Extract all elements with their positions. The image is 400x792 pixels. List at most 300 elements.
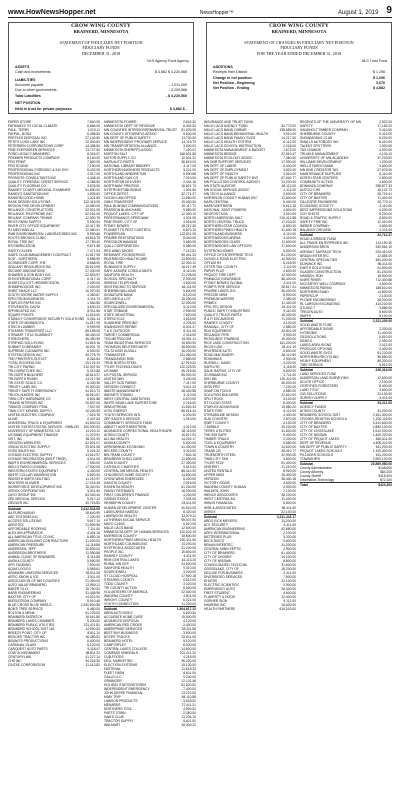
vendor-amount: 47,919.22 <box>181 360 196 365</box>
vendor-name: STAR TRIBUNE <box>104 308 128 313</box>
vendor-name: QUALITY FLOORING CO <box>8 184 47 189</box>
vendor-name: NORTHERN SAND <box>300 289 329 294</box>
vendor-amount: 15,220.00 <box>281 425 296 430</box>
vendor-amount: 36,218.60 <box>181 368 196 373</box>
vendor-name: EMERGENCY AUTO <box>204 586 236 591</box>
vendor-amount: 52,001.00 <box>85 208 100 213</box>
vendor-amount: 10,900.00 <box>85 385 100 390</box>
vendor-amount: 113,190.40 <box>375 241 392 246</box>
vendor-amount: 8,801.88 <box>87 397 100 402</box>
vendor-amount: 611,200.00 <box>279 340 296 345</box>
vendor-amount: 36,220.00 <box>181 659 196 664</box>
vendor-name: REGION FIVE DEVELOPMENT <box>8 204 56 209</box>
vendor-name: WALMART <box>104 723 121 728</box>
vendor-amount: 5,200.00 <box>87 618 100 623</box>
vendor-name: RURAL MN CEP <box>104 561 129 566</box>
vendor-amount: 88,420.00 <box>281 276 296 281</box>
vendor-amount: 3,000.00 <box>183 144 196 149</box>
vendor-amount: 6,411.00 <box>183 328 196 333</box>
vendor-amount: 61,220.00 <box>377 350 392 355</box>
vendor-name: T-MOBILE <box>204 425 220 430</box>
vendor-name: PETERSEN CORPORATIONS CORP <box>8 144 64 149</box>
vendor-amount: 6,810.00 <box>183 521 196 526</box>
vendor-amount: 42,601.07 <box>85 441 100 446</box>
vendor-amount: 8,900.00 <box>283 292 296 297</box>
vendor-name: CHS INC <box>8 659 22 664</box>
vendor-amount: 3,211,442.17 <box>276 514 296 519</box>
vendor-amount: 8,800.00 <box>283 558 296 563</box>
vendor-amount: 211,060.00 <box>179 352 196 357</box>
vendor-amount: 28,119.00 <box>181 429 196 434</box>
vendor-amount: 4,440.00 <box>87 469 100 474</box>
vendor-name: MINNESOTA PAVING <box>300 285 333 290</box>
vendor-amount: 9,640.09 <box>183 288 196 293</box>
vendor-amount: 16,617.00 <box>181 433 196 438</box>
vendor-amount: 22,100.00 <box>377 392 392 397</box>
vendor-name: HENNEPIN COUNTY <box>104 501 136 506</box>
vendor-name: RAMSEY COUNTY <box>104 553 133 558</box>
vendor-name: QUILL CORPORATION <box>104 244 139 249</box>
vendor-name: CAMP RIPLEY <box>104 643 127 648</box>
vendor-amount: 10,417.99 <box>85 224 100 229</box>
vendor-name: AUTO VALUE BRAINERD <box>8 582 47 587</box>
vendor-amount: 2,800.00 <box>379 176 392 181</box>
vendor-amount: 1,904,617.22 <box>176 606 196 611</box>
vendor-name: SEBEKA TELEPHONE <box>104 280 138 285</box>
vendor-name: WIDSETH SMITH NOLTING <box>8 477 50 482</box>
vendor-name: TIRE SERVICE <box>300 362 323 367</box>
vendor-amount: 12,101.46 <box>181 679 196 684</box>
vendor-name: WALDEN, JOHN <box>204 489 229 494</box>
vendor-name: ADVANCED CORRECTIONAL HEALTHCARE <box>104 429 172 434</box>
vendor-name: SUN COUNTRY <box>204 417 229 422</box>
vendor-amount: 30,715.83 <box>85 501 100 506</box>
vendor-amount: 22,712.37 <box>377 233 392 238</box>
vendor-name: SHI INTERNATIONAL CORP <box>8 276 51 281</box>
vendor-amount: 42,811.09 <box>281 328 296 333</box>
vendor-amount: 120,411.00 <box>279 377 296 381</box>
vendor-amount: 5,930.00 <box>87 220 100 225</box>
vendor-amount: 8,364.84 <box>87 356 100 361</box>
vendor-name: WEBER COMPANY <box>300 224 330 229</box>
vendor-amount: 5,990.66 <box>87 232 100 237</box>
vendor-row <box>8 663 100 667</box>
vendor-amount: 712,400.88 <box>375 277 392 282</box>
vendor-amount: 40,512.00 <box>181 505 196 510</box>
vendor-amount: 14,800.00 <box>181 256 196 261</box>
vendor-name: ROYAL TIRE <box>104 260 124 265</box>
vendor-amount: 4,600.00 <box>379 224 392 229</box>
vendor-amount: 2,300.00 <box>183 276 196 281</box>
vendor-name: MINNESOTA POWER <box>104 120 137 124</box>
vendor-name: TWINGS COMPANY PDNL <box>8 405 49 410</box>
vendor-name: LAND SERVICES FUND <box>300 371 337 376</box>
vendor-amount: 13,217.96 <box>85 377 100 381</box>
vendor-amount: 27,300.00 <box>181 461 196 466</box>
county-name: CROW WING COUNTY <box>269 23 329 29</box>
statement-rows <box>207 65 391 92</box>
vendor-amount: 16,800.00 <box>181 549 196 554</box>
vendor-amount: 12,840.00 <box>281 196 296 201</box>
vendor-name: PRECISION IMAGING <box>104 240 138 245</box>
vendor-amount: 6,600.00 <box>283 348 296 353</box>
vendor-name: MILLE LACS BAND FAMILY SVCS <box>204 136 256 141</box>
vendor-name: PRAIRIE LAKES JDC <box>204 288 237 293</box>
vendor-name: PILLAGER SCHOOLS <box>300 453 334 458</box>
vendor-list-column-4 <box>300 120 392 786</box>
vendor-amount: 21,200.00 <box>281 180 296 185</box>
vendor-amount: 1,910.00 <box>183 417 196 422</box>
vendor-name: CARQUEST AUTO PARTS <box>8 647 48 652</box>
statement-row-label: Due to other governments <box>15 88 57 93</box>
vendor-amount: 61,220.00 <box>281 252 296 257</box>
vendor-name: TOWN & COUNTRY <box>204 445 235 450</box>
vendor-name: ZAYO GROUP INC <box>8 493 37 498</box>
vendor-amount: 61,400.00 <box>281 461 296 466</box>
vendor-amount: 3,618.00 <box>183 699 196 704</box>
vendor-amount: 1,321.89 <box>87 196 100 201</box>
vendor-amount: $423,300 <box>378 483 392 488</box>
vendor-amount: 8,140.00 <box>87 156 100 161</box>
vendor-name: MILLE LACS AGENCY FUND <box>204 124 248 129</box>
vendor-amount: 88,200.00 <box>377 358 392 363</box>
vendor-amount: 2,211.00 <box>379 228 392 233</box>
vendor-name: SECURE INNOVATIONS <box>8 268 45 273</box>
vendor-amount: 22,611.00 <box>181 635 196 639</box>
vendor-amount: 840,611.00 <box>375 437 392 442</box>
vendor-amount: 18,600.00 <box>181 533 196 538</box>
vendor-name: GOPHER SIGN <box>204 598 228 603</box>
vendor-name: VICTORY SIGNS <box>204 481 230 486</box>
vendor-amount: 44,113.20 <box>181 557 196 562</box>
vendor-amount: 27,678.00 <box>377 168 392 173</box>
vendor-name: WINDSTREAM <box>104 405 127 410</box>
vendor-name: GEOSOLUTIONS <box>300 334 327 339</box>
vendor-amount: 1,010.11 <box>87 128 100 133</box>
statement-row <box>9 107 193 112</box>
vendor-name: SUPREME CLEANERS INC <box>8 348 50 353</box>
vendor-list-column-2 <box>104 120 196 786</box>
vendor-name: CITY OF BRAINERD <box>300 421 331 426</box>
vendor-amount: 14,600.00 <box>181 473 196 478</box>
vendor-name: VOSS SALES INC <box>8 449 36 454</box>
vendor-name: NEOPOST USA <box>204 212 228 217</box>
vendor-name: MN DEPT OF PUBLIC SAFETY <box>104 136 151 141</box>
vendor-name: Subtotal <box>300 401 314 406</box>
vendor-amount: 61,225.00 <box>85 610 100 615</box>
vendor-name: LUTHERAN SOCIAL SERVICE <box>104 517 150 522</box>
vendor-name: NORTHWAY PRINTING <box>104 184 140 189</box>
vendor-name: HAWKINS INC <box>204 602 226 607</box>
vendor-name: RICE LAKE CONSTRUCTION <box>204 340 249 345</box>
vendor-amount: 17,990.00 <box>281 160 296 165</box>
vendor-name: STATE FIRE <box>204 409 223 414</box>
vendor-amount: 16,400.00 <box>281 473 296 478</box>
statement-row-value: - 1,011,000 <box>169 82 187 87</box>
vendor-amount: 1,100,400.00 <box>372 449 392 454</box>
vendor-name: NAPA NORTHERN <box>204 204 233 209</box>
vendor-name: Information Technology <box>300 478 335 483</box>
county-city: BRAINERD, MINNESOTA <box>73 29 129 34</box>
vendor-amount: 12,860.11 <box>85 582 100 587</box>
vendor-amount: 8,600.00 <box>379 309 392 314</box>
vendor-amount: 43,815.75 <box>85 236 100 241</box>
vendor-name: MILLE LACS BAND BEHAVIORAL HEALTH <box>204 132 269 137</box>
vendor-name: MCCARTHY WELL COMPANY <box>300 281 346 286</box>
vendor-amount: 2,411.00 <box>283 188 296 193</box>
vendor-amount: 22,440.00 <box>181 589 196 594</box>
vendor-name: AFFORDABLE SIGNS <box>300 326 334 331</box>
vendor-amount: 4,800.00 <box>283 208 296 213</box>
vendor-amount: 100,000.00 <box>83 425 100 430</box>
vendor-amount: 18,631.75 <box>85 344 100 349</box>
vendor-name: PLOWE ENGINEERING <box>300 297 336 302</box>
column-header: NLS Agency Fund Agency <box>147 58 189 63</box>
vendor-name: REX'S FARM SUPPLY <box>8 220 42 225</box>
vendor-name: NORTHWOODS LAW OFFICES <box>204 244 252 249</box>
vendor-name: ROAD MACHINERY <box>204 352 235 357</box>
vendor-name: ST CLOUD STATE <box>204 401 232 406</box>
vendor-amount: 14,900.00 <box>281 256 296 261</box>
vendor-name: WELLS FARGO BANK <box>300 164 334 169</box>
vendor-name: THE PRINTER'S OUTLET <box>8 356 47 361</box>
statement-row-value: $ 4,882 $ 4,220,566 <box>155 70 187 75</box>
vendor-name: PRO-TEC DESIGN <box>204 304 233 309</box>
vendor-name: GRAND ITASCA <box>104 497 129 502</box>
vendor-amount: 5,000.00 <box>183 477 196 482</box>
vendor-name: UNITED RENTALS <box>204 469 233 474</box>
vendor-amount: 2,990.00 <box>183 308 196 313</box>
vendor-amount: 9,612.00 <box>379 362 392 367</box>
vendor-name: US BANK <box>104 368 119 373</box>
vendor-amount: 17,760.40 <box>85 240 100 245</box>
vendor-name: SWIFT COUNTY <box>204 421 230 426</box>
vendor-name: Subtotal <box>104 606 118 611</box>
vendor-name: RMB ENVIRONMENTAL LABORATORIES INC <box>8 232 78 237</box>
vendor-name: County Administrative <box>300 466 332 471</box>
vendor-amount: 8,400.00 <box>283 401 296 406</box>
vendor-amount: 6,112.00 <box>283 409 296 414</box>
vendor-name: WORKFORCE DEVELOPMENT INC <box>8 485 63 490</box>
vendor-amount: 11,817.05 <box>85 320 100 325</box>
vendor-amount: 2,018.00 <box>283 144 296 149</box>
statement-title-line: STATEMENT OF FIDUCIARY NET POSITION <box>59 40 143 45</box>
vendor-amount: 24,411.00 <box>281 304 296 309</box>
vendor-amount: 30,776.79 <box>85 352 100 357</box>
vendor-name: NORTHLAND GAS CO <box>104 176 139 181</box>
issue-date: August 1, 2019 <box>338 10 379 16</box>
vendor-name: SHERBURNE COUNTY <box>300 132 336 137</box>
vendor-amount: 13,222.00 <box>181 691 196 696</box>
vendor-amount: 2,012,543.00 <box>80 506 100 511</box>
vendor-amount: 3,910.00 <box>283 132 296 137</box>
vendor-name: RELIANCE CONSTRUCTORS <box>8 208 54 213</box>
vendor-name: CROW WING ENERGIZED <box>104 477 145 482</box>
vendor-name: UNIVERSITY OF MN-ACADEMY <box>300 156 349 161</box>
vendor-name: NORTHERN STAR COUNCIL <box>204 224 248 229</box>
vendor-amount: 1,560.86 <box>87 300 100 305</box>
vendor-name: TRACTOR SUPPLY <box>104 719 134 724</box>
vendor-amount: 27,140.80 <box>85 136 100 141</box>
vendor-name: PAUL, TERRY <box>8 128 30 133</box>
statement-row-value: $ 4,882 $ - <box>169 106 187 111</box>
vendor-name: TWIN CITY KENNEL SUPPLY <box>8 409 53 414</box>
vendor-name: Subtotal <box>8 506 22 511</box>
vendor-amount: 2,822.00 <box>379 120 392 124</box>
vendor-amount: 11,379.91 <box>85 433 100 438</box>
vendor-amount: 4,411.00 <box>183 553 196 558</box>
site-url[interactable]: www.HowNewsHopper.net <box>8 9 96 16</box>
vendor-amount: 17,016.45 <box>85 481 100 486</box>
vendor-amount: 36,200.00 <box>281 288 296 293</box>
vendor-amount: 23,869,580.00 <box>370 462 392 467</box>
vendor-name: MOTOR SUPPLY CO <box>104 156 136 161</box>
vendor-name: MN TECH ALLIANCE <box>204 192 236 197</box>
vendor-amount: 4,100.00 <box>283 320 296 325</box>
vendor-name: AMERICAN RED CROSS <box>104 622 142 627</box>
vendor-amount: 5,990.88 <box>183 172 196 177</box>
vendor-amount: 122,415.00 <box>83 200 100 205</box>
vendor-amount: 1,200.00 <box>379 160 392 165</box>
vendor-amount: 12,000.00 <box>181 300 196 305</box>
vendor-amount: 14,210.12 <box>85 429 100 434</box>
vendor-name: RIVER CITY OFFICE EQUIPMENT <box>8 224 60 229</box>
vendor-amount: 11,440.00 <box>281 497 296 502</box>
vendor-amount: 9,118.47 <box>87 647 100 652</box>
vendor-name: ACUTE OFFICE <box>300 380 325 384</box>
vendor-name: SHERBURNE COUNTY <box>204 381 240 386</box>
vendor-amount: 201,411.20 <box>179 651 196 656</box>
vendor-amount: 8,611.00 <box>183 671 196 676</box>
vendor-name: NORTHLAND COUNSELING <box>104 541 148 546</box>
vendor-name: TRANE US <box>204 449 221 454</box>
vendor-amount: 64,111.00 <box>181 284 196 289</box>
vendor-amount: 15,900.00 <box>181 614 196 619</box>
vendor-name: MINNESOTA ECOLOGY ASSOC <box>204 156 253 161</box>
vendor-name: TRI-DISPATCHES INC <box>8 368 42 373</box>
vendor-amount: 19,400.00 <box>281 336 296 341</box>
vendor-name: ARROWHEAD ECONOMIC <box>104 445 145 450</box>
vendor-amount: 4,228.00 <box>183 320 196 325</box>
vendor-amount: 4,118.00 <box>283 364 296 369</box>
vendor-amount: 4,100.10 <box>379 152 392 157</box>
vendor-row <box>104 723 196 727</box>
vendor-amount: 22,100.00 <box>281 578 296 583</box>
vendor-amount: 3,630.23 <box>87 304 100 309</box>
vendor-name: SAUK RAPIDS, CITY OF <box>204 368 241 373</box>
vendor-name: TRI-NORTH RV/MH <box>8 377 38 381</box>
vendor-name: VOLUNTEERS OF AMERICA <box>104 589 148 594</box>
vendor-amount: 6,820.00 <box>183 610 196 615</box>
vendor-amount: 20,837.00 <box>85 401 100 406</box>
vendor-amount: 41,227.14 <box>85 655 100 660</box>
vendor-name: AA PURCHASING <box>8 510 36 515</box>
vendor-amount: 3,320.00 <box>283 534 296 539</box>
vendor-amount: 10,901.22 <box>181 156 196 161</box>
vendor-name: WELLS FARGO LEASING <box>8 465 47 470</box>
vendor-amount: 122,811.09 <box>179 232 196 237</box>
vendor-amount: 4,400.00 <box>283 413 296 418</box>
vendor-name: NORTH CENTRAL TRUCK <box>204 220 245 225</box>
vendor-amount: 8,420.00 <box>183 509 196 514</box>
vendor-amount: 11,400.00 <box>377 330 392 335</box>
vendor-name: CERTIFIED FORESTERS <box>300 384 339 389</box>
vendor-name: PEQUOT LAKES, CITY OF <box>104 212 145 217</box>
vendor-name: CITY OF BRAINERD <box>204 550 235 555</box>
vendor-amount: 4,120.00 <box>183 618 196 623</box>
vendor-amount: 12,884.00 <box>377 253 392 258</box>
vendor-amount: 6,870.10 <box>183 228 196 233</box>
vendor-name: WHITE COLLAR WASHINGTON <box>8 473 57 478</box>
vendor-amount: 168,631.55 <box>179 152 196 157</box>
vendor-amount: 11,618.33 <box>181 667 196 672</box>
vendor-amount: 27,411.21 <box>181 703 196 708</box>
vendor-amount: 9,817.10 <box>87 518 100 523</box>
vendor-amount: 17,900.18 <box>181 573 196 578</box>
vendor-name: T & K OUTDOOR <box>104 328 130 333</box>
vendor-name: PEQUOT LAKES SCHOOLS <box>300 449 343 454</box>
vendor-name: ABRA AUTO BODY <box>104 610 133 615</box>
vendor-name: ZIEGLER INC <box>8 501 29 506</box>
vendor-name: SUMMIT COMPANIES <box>8 344 42 349</box>
vendor-amount: 52,773.00 <box>281 124 296 129</box>
vendor-amount: 5,612.00 <box>183 577 196 582</box>
vendor-name: CASS COUNTY <box>104 461 128 466</box>
vendor-amount: 61,240.00 <box>377 269 392 274</box>
statement-row-label: ADDITIONS <box>213 64 233 69</box>
vendor-name: PAPER STORE <box>8 120 32 124</box>
vendor-name: OFFICE OF ENTERPRISE TECH <box>204 252 254 257</box>
vendor-name: TALENT SPOTTERS <box>300 144 332 149</box>
statement-row <box>9 70 193 75</box>
vendor-name: RELIANT COMPANY TENNIS <box>8 216 53 221</box>
vendor-name: NAPA CENTRAL <box>204 200 229 205</box>
vendor-amount: 28,440.18 <box>281 477 296 482</box>
vendor-name: RAMSEY COUNTY MEDICAL EXAMINER <box>8 188 71 193</box>
vendor-amount: 3,911.00 <box>87 574 100 579</box>
vendor-name: RUNNING'S SUPPLY <box>104 264 136 269</box>
vendor-name: R & R EXCAVATING <box>204 316 235 321</box>
vendor-amount: 3,600.00 <box>379 164 392 169</box>
vendor-name: SAM'S CLUB MANAGEMENT CONTRACT <box>8 252 72 257</box>
vendor-name: MN TRANSPORTATION ALLIANCE <box>104 144 157 149</box>
vendor-name: STEARNS TRANSPORT LLC <box>8 328 52 333</box>
vendor-amount: 2,711.00 <box>283 372 296 377</box>
vendor-amount: 31,200.00 <box>281 518 296 523</box>
vendor-name: ULINE <box>8 417 18 422</box>
vendor-name: TRI-NORTH BUILDERS <box>8 372 44 377</box>
vendor-amount: 4,360.87 <box>87 292 100 297</box>
vendor-amount: 8,800.00 <box>379 216 392 221</box>
vendor-name: REINHART FOODSERVICE <box>104 252 146 257</box>
vendor-name: MN DEPT OF PUBLIC SAFETY DVS <box>204 176 259 181</box>
vendor-amount: 4,448.42 <box>87 176 100 181</box>
vendor-name: Total <box>300 483 308 488</box>
vendor-amount: 4,001.00 <box>183 216 196 221</box>
vendor-amount: 4,600.00 <box>379 180 392 185</box>
vendor-name: NORTHWOODS ARENA <box>204 236 241 241</box>
vendor-amount: 8,402.00 <box>183 124 196 129</box>
vendor-name: LAWSON PRODUCTS <box>104 699 138 704</box>
vendor-name: STATE INDUSTRIAL <box>104 312 135 317</box>
vendor-amount: 5,120.00 <box>183 639 196 644</box>
vendor-amount: 6,870.00 <box>183 397 196 402</box>
vendor-amount: 20,117.71 <box>181 204 196 209</box>
vendor-name: RELIANCE TELEPHONE INC <box>8 212 52 217</box>
vendor-amount: 14,622.00 <box>85 594 100 599</box>
vendor-name: TYLER TECH <box>204 461 225 466</box>
vendor-amount: 53,211.00 <box>377 401 392 406</box>
